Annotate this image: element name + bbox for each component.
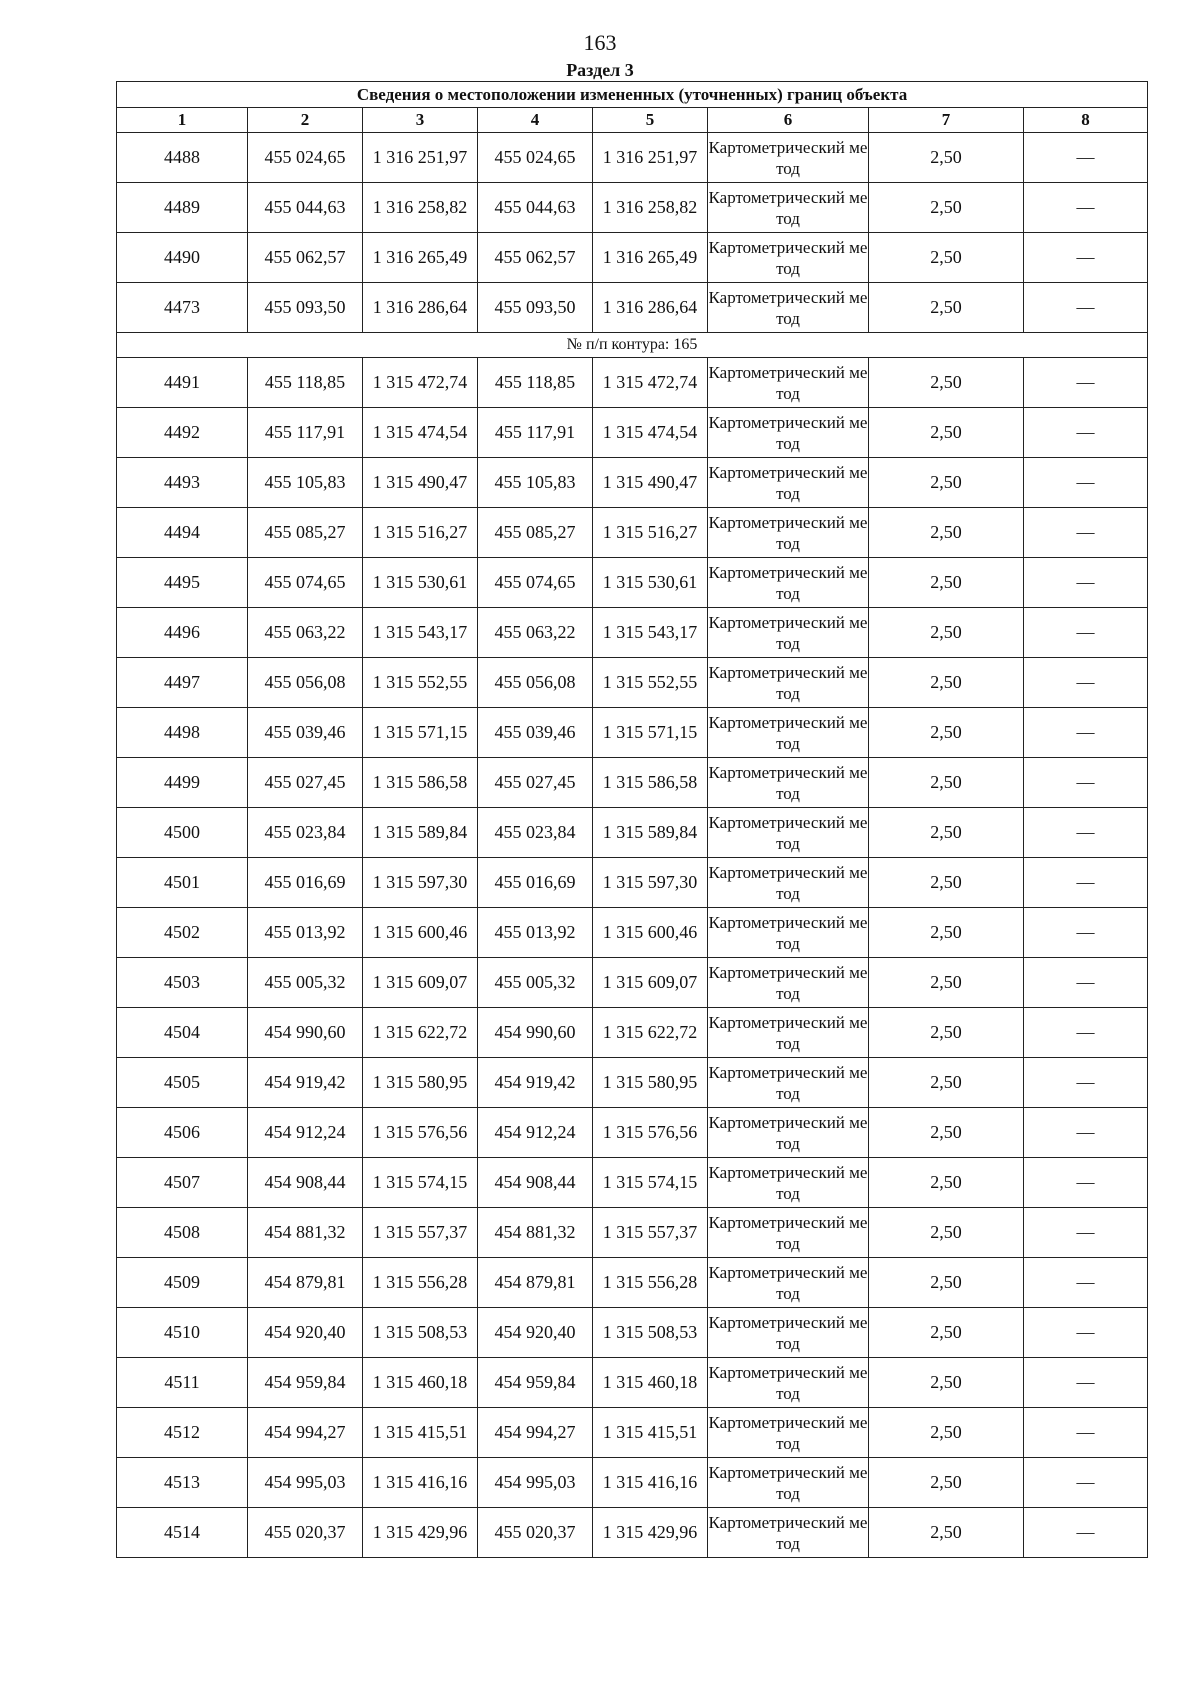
accuracy-cell: 2,50: [869, 808, 1024, 858]
method-cell: Картометрический метод: [708, 508, 869, 558]
accuracy-cell: 2,50: [869, 1408, 1024, 1458]
table-row: [117, 1208, 1148, 1258]
description-cell: —: [1024, 758, 1148, 808]
accuracy-cell: 2,50: [869, 358, 1024, 408]
point-number-cell: 4503: [117, 958, 248, 1008]
accuracy-cell: 2,50: [869, 1008, 1024, 1058]
x-new-cell: 455 105,83: [478, 458, 593, 508]
x-new-cell: 455 023,84: [478, 808, 593, 858]
point-number-cell: 4508: [117, 1208, 248, 1258]
x-new-cell: 455 074,65: [478, 558, 593, 608]
table-row: [117, 808, 1148, 858]
y-new-cell: 1 316 251,97: [593, 133, 708, 183]
y-existing-cell: 1 315 609,07: [363, 958, 478, 1008]
y-existing-cell: 1 316 258,82: [363, 183, 478, 233]
method-cell: Картометрический метод: [708, 358, 869, 408]
accuracy-cell: 2,50: [869, 458, 1024, 508]
description-cell: —: [1024, 808, 1148, 858]
x-existing-cell: 455 093,50: [248, 283, 363, 333]
description-cell: —: [1024, 283, 1148, 333]
description-cell: —: [1024, 133, 1148, 183]
x-new-cell: 455 013,92: [478, 908, 593, 958]
x-new-cell: 455 117,91: [478, 408, 593, 458]
table-row: [117, 1308, 1148, 1358]
x-new-cell: 454 920,40: [478, 1308, 593, 1358]
y-existing-cell: 1 316 251,97: [363, 133, 478, 183]
point-number-cell: 4500: [117, 808, 248, 858]
x-existing-cell: 455 027,45: [248, 758, 363, 808]
table-row: [117, 1508, 1148, 1558]
y-existing-cell: 1 315 415,51: [363, 1408, 478, 1458]
method-cell: Картометрический метод: [708, 658, 869, 708]
x-new-cell: 455 024,65: [478, 133, 593, 183]
accuracy-cell: 2,50: [869, 858, 1024, 908]
description-cell: —: [1024, 1408, 1148, 1458]
column-number: 5: [593, 108, 708, 133]
method-cell: Картометрический метод: [708, 1308, 869, 1358]
description-cell: —: [1024, 1508, 1148, 1558]
y-new-cell: 1 315 490,47: [593, 458, 708, 508]
point-number-cell: 4509: [117, 1258, 248, 1308]
x-new-cell: 455 118,85: [478, 358, 593, 408]
y-new-cell: 1 315 556,28: [593, 1258, 708, 1308]
x-existing-cell: 455 023,84: [248, 808, 363, 858]
method-cell: Картометрический метод: [708, 133, 869, 183]
y-existing-cell: 1 315 586,58: [363, 758, 478, 808]
table-row: [117, 233, 1148, 283]
y-new-cell: 1 315 472,74: [593, 358, 708, 408]
accuracy-cell: 2,50: [869, 183, 1024, 233]
point-number-cell: 4495: [117, 558, 248, 608]
x-existing-cell: 455 039,46: [248, 708, 363, 758]
point-number-cell: 4497: [117, 658, 248, 708]
point-number-cell: 4502: [117, 908, 248, 958]
y-existing-cell: 1 315 556,28: [363, 1258, 478, 1308]
description-cell: —: [1024, 233, 1148, 283]
table-row: [117, 558, 1148, 608]
method-cell: Картометрический метод: [708, 1358, 869, 1408]
y-new-cell: 1 315 415,51: [593, 1408, 708, 1458]
description-cell: —: [1024, 408, 1148, 458]
method-cell: Картометрический метод: [708, 808, 869, 858]
y-existing-cell: 1 315 571,15: [363, 708, 478, 758]
accuracy-cell: 2,50: [869, 558, 1024, 608]
y-new-cell: 1 315 552,55: [593, 658, 708, 708]
contour-label: № п/п контура: 165: [117, 333, 1148, 358]
table-row: [117, 958, 1148, 1008]
x-existing-cell: 455 105,83: [248, 458, 363, 508]
description-cell: —: [1024, 1458, 1148, 1508]
accuracy-cell: 2,50: [869, 1108, 1024, 1158]
column-number: 1: [117, 108, 248, 133]
point-number-cell: 4489: [117, 183, 248, 233]
x-existing-cell: 455 085,27: [248, 508, 363, 558]
y-new-cell: 1 315 574,15: [593, 1158, 708, 1208]
x-new-cell: 454 994,27: [478, 1408, 593, 1458]
y-new-cell: 1 315 576,56: [593, 1108, 708, 1158]
point-number-cell: 4473: [117, 283, 248, 333]
accuracy-cell: 2,50: [869, 708, 1024, 758]
point-number-cell: 4496: [117, 608, 248, 658]
description-cell: —: [1024, 1008, 1148, 1058]
x-existing-cell: 454 995,03: [248, 1458, 363, 1508]
method-cell: Картометрический метод: [708, 1058, 869, 1108]
description-cell: —: [1024, 858, 1148, 908]
point-number-cell: 4498: [117, 708, 248, 758]
x-new-cell: 455 085,27: [478, 508, 593, 558]
y-existing-cell: 1 315 474,54: [363, 408, 478, 458]
x-new-cell: 454 959,84: [478, 1358, 593, 1408]
y-new-cell: 1 315 416,16: [593, 1458, 708, 1508]
point-number-cell: 4506: [117, 1108, 248, 1158]
x-existing-cell: 454 912,24: [248, 1108, 363, 1158]
method-cell: Картометрический метод: [708, 1458, 869, 1508]
y-existing-cell: 1 315 580,95: [363, 1058, 478, 1108]
method-cell: Картометрический метод: [708, 1208, 869, 1258]
method-cell: Картометрический метод: [708, 1008, 869, 1058]
x-existing-cell: 454 881,32: [248, 1208, 363, 1258]
method-cell: Картометрический метод: [708, 958, 869, 1008]
description-cell: —: [1024, 908, 1148, 958]
accuracy-cell: 2,50: [869, 1208, 1024, 1258]
table-body: [117, 133, 1148, 1558]
y-existing-cell: 1 315 622,72: [363, 1008, 478, 1058]
y-existing-cell: 1 315 574,15: [363, 1158, 478, 1208]
table-row: [117, 1458, 1148, 1508]
point-number-cell: 4493: [117, 458, 248, 508]
x-new-cell: 454 912,24: [478, 1108, 593, 1158]
table-row: [117, 1108, 1148, 1158]
accuracy-cell: 2,50: [869, 1458, 1024, 1508]
table-row: [117, 608, 1148, 658]
point-number-cell: 4505: [117, 1058, 248, 1108]
method-cell: Картометрический метод: [708, 408, 869, 458]
x-existing-cell: 454 994,27: [248, 1408, 363, 1458]
x-existing-cell: 455 056,08: [248, 658, 363, 708]
x-existing-cell: 454 959,84: [248, 1358, 363, 1408]
y-new-cell: 1 315 460,18: [593, 1358, 708, 1408]
accuracy-cell: 2,50: [869, 958, 1024, 1008]
x-new-cell: 454 919,42: [478, 1058, 593, 1108]
x-existing-cell: 454 879,81: [248, 1258, 363, 1308]
description-cell: —: [1024, 708, 1148, 758]
accuracy-cell: 2,50: [869, 1058, 1024, 1108]
column-number: 8: [1024, 108, 1148, 133]
y-existing-cell: 1 315 508,53: [363, 1308, 478, 1358]
table-row: [117, 908, 1148, 958]
y-existing-cell: 1 315 460,18: [363, 1358, 478, 1408]
x-existing-cell: 454 919,42: [248, 1058, 363, 1108]
y-new-cell: 1 316 258,82: [593, 183, 708, 233]
column-number: 6: [708, 108, 869, 133]
x-new-cell: 454 908,44: [478, 1158, 593, 1208]
description-cell: —: [1024, 358, 1148, 408]
y-existing-cell: 1 315 543,17: [363, 608, 478, 658]
table-row: [117, 358, 1148, 408]
point-number-cell: 4512: [117, 1408, 248, 1458]
y-new-cell: 1 315 600,46: [593, 908, 708, 958]
y-new-cell: 1 315 589,84: [593, 808, 708, 858]
y-existing-cell: 1 315 516,27: [363, 508, 478, 558]
method-cell: Картометрический метод: [708, 1508, 869, 1558]
y-new-cell: 1 315 597,30: [593, 858, 708, 908]
point-number-cell: 4501: [117, 858, 248, 908]
x-existing-cell: 455 016,69: [248, 858, 363, 908]
description-cell: —: [1024, 1108, 1148, 1158]
x-new-cell: 455 027,45: [478, 758, 593, 808]
table-row: [117, 758, 1148, 808]
accuracy-cell: 2,50: [869, 133, 1024, 183]
table-row: [117, 458, 1148, 508]
y-existing-cell: 1 315 600,46: [363, 908, 478, 958]
table-row: [117, 508, 1148, 558]
x-existing-cell: 455 117,91: [248, 408, 363, 458]
table-row: [117, 658, 1148, 708]
x-existing-cell: 455 118,85: [248, 358, 363, 408]
method-cell: Картометрический метод: [708, 708, 869, 758]
method-cell: Картометрический метод: [708, 758, 869, 808]
point-number-cell: 4513: [117, 1458, 248, 1508]
x-new-cell: 455 056,08: [478, 658, 593, 708]
point-number-cell: 4511: [117, 1358, 248, 1408]
x-new-cell: 455 062,57: [478, 233, 593, 283]
y-new-cell: 1 315 571,15: [593, 708, 708, 758]
method-cell: Картометрический метод: [708, 608, 869, 658]
accuracy-cell: 2,50: [869, 233, 1024, 283]
x-existing-cell: 454 990,60: [248, 1008, 363, 1058]
description-cell: —: [1024, 558, 1148, 608]
y-existing-cell: 1 315 530,61: [363, 558, 478, 608]
y-new-cell: 1 315 557,37: [593, 1208, 708, 1258]
y-new-cell: 1 316 265,49: [593, 233, 708, 283]
column-number: 3: [363, 108, 478, 133]
method-cell: Картометрический метод: [708, 1158, 869, 1208]
table-row: [117, 183, 1148, 233]
x-existing-cell: 454 920,40: [248, 1308, 363, 1358]
point-number-cell: 4510: [117, 1308, 248, 1358]
point-number-cell: 4504: [117, 1008, 248, 1058]
table-row: [117, 1008, 1148, 1058]
column-number: 2: [248, 108, 363, 133]
table-row: [117, 708, 1148, 758]
method-cell: Картометрический метод: [708, 458, 869, 508]
x-new-cell: 455 093,50: [478, 283, 593, 333]
y-existing-cell: 1 315 597,30: [363, 858, 478, 908]
x-existing-cell: 455 063,22: [248, 608, 363, 658]
accuracy-cell: 2,50: [869, 283, 1024, 333]
y-existing-cell: 1 315 557,37: [363, 1208, 478, 1258]
description-cell: —: [1024, 458, 1148, 508]
page-number: 163: [583, 30, 617, 55]
x-existing-cell: 455 005,32: [248, 958, 363, 1008]
x-new-cell: 454 881,32: [478, 1208, 593, 1258]
accuracy-cell: 2,50: [869, 608, 1024, 658]
y-new-cell: 1 315 530,61: [593, 558, 708, 608]
description-cell: —: [1024, 1158, 1148, 1208]
x-new-cell: 455 044,63: [478, 183, 593, 233]
method-cell: Картометрический метод: [708, 283, 869, 333]
method-cell: Картометрический метод: [708, 233, 869, 283]
point-number-cell: 4491: [117, 358, 248, 408]
y-new-cell: 1 316 286,64: [593, 283, 708, 333]
method-cell: Картометрический метод: [708, 558, 869, 608]
point-number-cell: 4507: [117, 1158, 248, 1208]
x-new-cell: 454 879,81: [478, 1258, 593, 1308]
y-new-cell: 1 315 516,27: [593, 508, 708, 558]
y-new-cell: 1 315 474,54: [593, 408, 708, 458]
description-cell: —: [1024, 1308, 1148, 1358]
y-existing-cell: 1 315 552,55: [363, 658, 478, 708]
y-existing-cell: 1 316 286,64: [363, 283, 478, 333]
point-number-cell: 4499: [117, 758, 248, 808]
x-existing-cell: 455 044,63: [248, 183, 363, 233]
table-caption: Сведения о местоположении измененных (уточненных) границ объекта: [117, 82, 1148, 108]
table-row: [117, 408, 1148, 458]
y-new-cell: 1 315 580,95: [593, 1058, 708, 1108]
table-row: [117, 1058, 1148, 1108]
accuracy-cell: 2,50: [869, 408, 1024, 458]
method-cell: Картометрический метод: [708, 858, 869, 908]
x-new-cell: 455 020,37: [478, 1508, 593, 1558]
y-existing-cell: 1 315 472,74: [363, 358, 478, 408]
table-row: [117, 858, 1148, 908]
y-existing-cell: 1 315 490,47: [363, 458, 478, 508]
table-row: [117, 283, 1148, 333]
accuracy-cell: 2,50: [869, 1258, 1024, 1308]
description-cell: —: [1024, 608, 1148, 658]
column-number: 7: [869, 108, 1024, 133]
x-new-cell: 454 995,03: [478, 1458, 593, 1508]
method-cell: Картометрический метод: [708, 1258, 869, 1308]
y-existing-cell: 1 315 589,84: [363, 808, 478, 858]
x-existing-cell: 455 020,37: [248, 1508, 363, 1558]
table-row: [117, 1158, 1148, 1208]
column-number-row: [117, 108, 1148, 133]
description-cell: —: [1024, 658, 1148, 708]
accuracy-cell: 2,50: [869, 1308, 1024, 1358]
description-cell: —: [1024, 183, 1148, 233]
accuracy-cell: 2,50: [869, 508, 1024, 558]
description-cell: —: [1024, 1058, 1148, 1108]
x-new-cell: 455 039,46: [478, 708, 593, 758]
accuracy-cell: 2,50: [869, 1508, 1024, 1558]
y-new-cell: 1 315 586,58: [593, 758, 708, 808]
point-number-cell: 4514: [117, 1508, 248, 1558]
x-new-cell: 455 016,69: [478, 858, 593, 908]
accuracy-cell: 2,50: [869, 1158, 1024, 1208]
x-new-cell: 455 005,32: [478, 958, 593, 1008]
method-cell: Картометрический метод: [708, 1108, 869, 1158]
x-existing-cell: 455 074,65: [248, 558, 363, 608]
accuracy-cell: 2,50: [869, 1358, 1024, 1408]
y-new-cell: 1 315 622,72: [593, 1008, 708, 1058]
x-new-cell: 455 063,22: [478, 608, 593, 658]
description-cell: —: [1024, 1358, 1148, 1408]
y-new-cell: 1 315 543,17: [593, 608, 708, 658]
boundary-table: [116, 81, 1148, 1558]
x-existing-cell: 455 013,92: [248, 908, 363, 958]
table-row: [117, 133, 1148, 183]
description-cell: —: [1024, 508, 1148, 558]
y-existing-cell: 1 315 576,56: [363, 1108, 478, 1158]
x-existing-cell: 455 062,57: [248, 233, 363, 283]
method-cell: Картометрический метод: [708, 908, 869, 958]
table-row: [117, 1258, 1148, 1308]
y-new-cell: 1 315 609,07: [593, 958, 708, 1008]
description-cell: —: [1024, 1208, 1148, 1258]
x-existing-cell: 455 024,65: [248, 133, 363, 183]
description-cell: —: [1024, 1258, 1148, 1308]
y-new-cell: 1 315 508,53: [593, 1308, 708, 1358]
section-title: Раздел 3: [566, 60, 634, 80]
contour-row: [117, 333, 1148, 358]
y-existing-cell: 1 316 265,49: [363, 233, 478, 283]
point-number-cell: 4492: [117, 408, 248, 458]
y-existing-cell: 1 315 429,96: [363, 1508, 478, 1558]
point-number-cell: 4490: [117, 233, 248, 283]
method-cell: Картометрический метод: [708, 1408, 869, 1458]
point-number-cell: 4494: [117, 508, 248, 558]
accuracy-cell: 2,50: [869, 908, 1024, 958]
y-existing-cell: 1 315 416,16: [363, 1458, 478, 1508]
y-new-cell: 1 315 429,96: [593, 1508, 708, 1558]
x-new-cell: 454 990,60: [478, 1008, 593, 1058]
accuracy-cell: 2,50: [869, 758, 1024, 808]
accuracy-cell: 2,50: [869, 658, 1024, 708]
method-cell: Картометрический метод: [708, 183, 869, 233]
point-number-cell: 4488: [117, 133, 248, 183]
description-cell: —: [1024, 958, 1148, 1008]
table-row: [117, 1408, 1148, 1458]
table-row: [117, 1358, 1148, 1408]
x-existing-cell: 454 908,44: [248, 1158, 363, 1208]
column-number: 4: [478, 108, 593, 133]
